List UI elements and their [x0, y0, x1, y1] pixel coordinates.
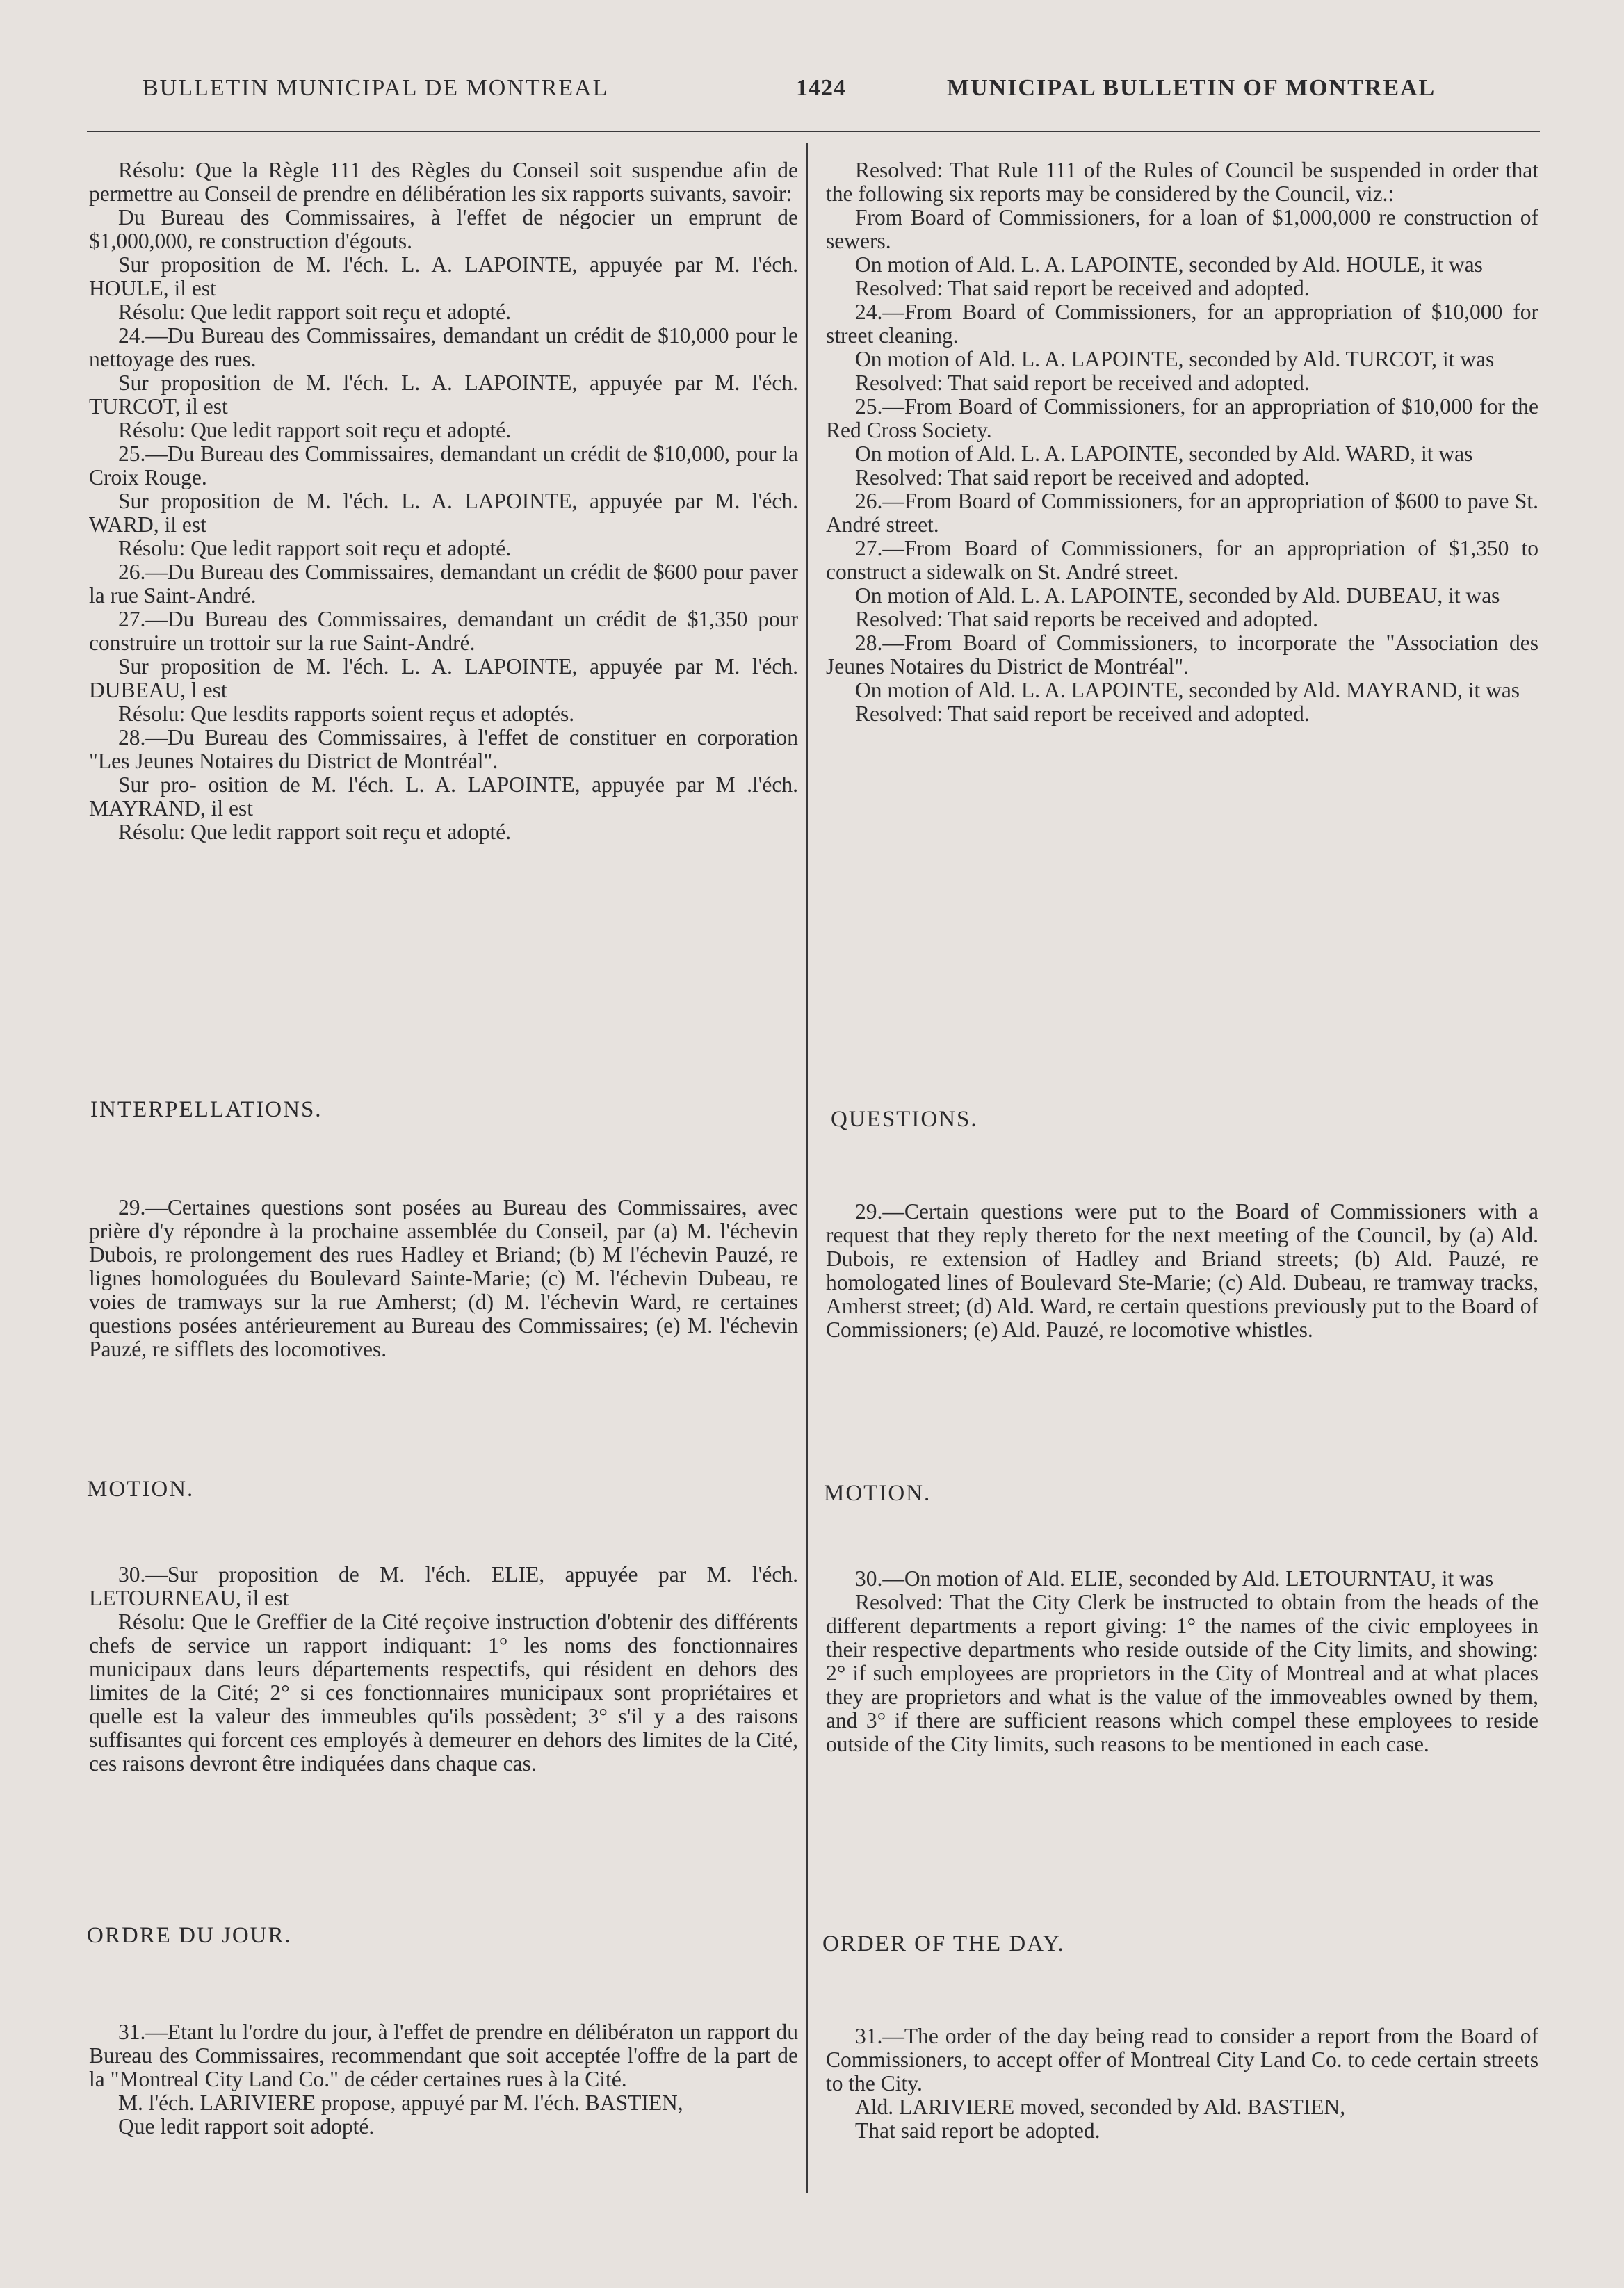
running-header-left: BULLETIN MUNICIPAL DE MONTREAL — [143, 75, 609, 101]
fr-paragraph: Sur proposition de M. l'éch. L. A. LAPOINTE, appuyée par M. l'éch. TURCOT, il est — [89, 371, 798, 419]
section-heading-interpellations: INTERPELLATIONS. — [90, 1097, 323, 1122]
fr-paragraph: Que ledit rapport soit adopté. — [118, 2114, 375, 2139]
fr-paragraph: 27.—Du Bureau des Commissaires, demandant un crédit de $1,350 pour construire un trottoir sur la rue Saint-André. — [89, 607, 798, 655]
en-paragraph: Resolved: That said report be received and adopted. — [855, 371, 1310, 395]
en-paragraph: 30.—On motion of Ald. ELIE, seconded by Ald. LETOURNTAU, it was — [855, 1566, 1494, 1591]
fr-paragraph: Sur proposition de M. l'éch. L. A. LAPOINTE, appuyée par M. l'éch. WARD, il est — [89, 489, 798, 537]
en-paragraph: Resolved: That said report be received and adopted. — [855, 465, 1310, 489]
fr-paragraph: 25.—Du Bureau des Commissaires, demandant un crédit de $10,000, pour la Croix Rouge. — [89, 441, 798, 489]
english-questions-text — [826, 1200, 1538, 1342]
running-header-right: MUNICIPAL BULLETIN OF MONTREAL — [947, 75, 1436, 101]
en-paragraph: Resolved: That Rule 111 of the Rules of Council be suspended in order that the following six reports may be considered by the Council, viz.: — [826, 158, 1538, 206]
en-paragraph: 29.—Certain questions were put to the Board of Commissioners with a request that they reply thereto for the next meeting of the Council, by (a) Ald. Dubois, re extension of Hadley and Briand streets; (b) Ald. Pauzé, re homologated lines of Boulevard Ste-Marie; (c) Ald. Dubeau, re tramway tracks, Amherst street; (d) Ald. Ward, re certain questions previously put to the Board of Commissioners; (e) Ald. Pauzé, re locomotive whistles. — [826, 1199, 1538, 1342]
en-paragraph: On motion of Ald. L. A. LAPOINTE, seconded by Ald. MAYRAND, it was — [855, 678, 1520, 702]
header-rule — [87, 131, 1540, 132]
fr-paragraph: Sur proposition de M. l'éch. L. A. LAPOINTE, appuyée par M. l'éch. DUBEAU, l est — [89, 654, 798, 702]
page-number: 1424 — [796, 75, 846, 101]
column-divider — [806, 143, 808, 2193]
fr-paragraph: Résolu: Que le Greffier de la Cité reçoive instruction d'obtenir des différents chefs de service un rapport indiquant: 1° les noms des fonctionnaires municipaux dans leurs départements respectifs, qui résident en dehors des limites de la Cité; 2° si ces fonctionnaires municipaux sont propriétaires et quelle est la valeur des immeubles qu'ils possèdent; 3° s'il y a des raisons suffisantes qui forcent ces employés à demeurer en dehors des limites de la Cité, ces raisons devront être indiquées dans chaque cas. — [89, 1609, 798, 1776]
french-column-proceedings — [89, 159, 798, 844]
en-paragraph: 25.—From Board of Commissioners, for an appropriation of $10,000 for the Red Cross Society. — [826, 394, 1538, 442]
fr-paragraph: Résolu: Que ledit rapport soit reçu et adopté. — [118, 536, 512, 560]
en-paragraph: Resolved: That said reports be received and adopted. — [855, 607, 1318, 631]
en-paragraph: 28.—From Board of Commissioners, to incorporate the "Association des Jeunes Notaires du District de Montréal". — [826, 631, 1538, 679]
en-paragraph: From Board of Commissioners, for a loan of $1,000,000 re construction of sewers. — [826, 205, 1538, 253]
section-heading-motion-fr: MOTION. — [87, 1477, 195, 1502]
fr-paragraph: Résolu: Que la Règle 111 des Règles du Conseil soit suspendue afin de permettre au Conseil de prendre en délibération les six rapports suivants, savoir: — [89, 158, 798, 206]
french-motion-text — [89, 1563, 798, 1776]
fr-paragraph: 26.—Du Bureau des Commissaires, demandant un crédit de $600 pour paver la rue Saint-André. — [89, 560, 798, 608]
english-motion-text — [826, 1567, 1538, 1756]
section-heading-questions: QUESTIONS. — [831, 1107, 978, 1132]
fr-paragraph: 28.—Du Bureau des Commissaires, à l'effet de constituer en corporation "Les Jeunes Notaires du District de Montréal". — [89, 725, 798, 773]
french-order-text — [89, 2020, 798, 2139]
fr-paragraph: Résolu: Que ledit rapport soit reçu et adopté. — [118, 820, 512, 844]
en-paragraph: That said report be adopted. — [855, 2118, 1101, 2143]
fr-paragraph: Résolu: Que ledit rapport soit reçu et adopté. — [118, 418, 512, 442]
en-paragraph: Resolved: That said report be received and adopted. — [855, 276, 1310, 300]
section-heading-ordre-du-jour: ORDRE DU JOUR. — [87, 1923, 292, 1948]
english-column-proceedings — [826, 159, 1538, 726]
fr-paragraph: 29.—Certaines questions sont posées au Bureau des Commissaires, avec prière d'y répondre à la prochaine assemblée du Conseil, par (a) M. l'échevin Dubois, re prolongement des rues Hadley et Briand; (b) M l'échevin Pauzé, re lignes homologuées du Boulevard Sainte-Marie; (c) M. l'échevin Dubeau, re voies de tramways sur la rue Amherst; (d) M. l'échevin Ward, re certaines questions posées antérieurement au Bureau des Commissaires; (e) M. l'échevin Pauzé, re sifflets des locomotives. — [89, 1195, 798, 1361]
fr-paragraph: M. l'éch. LARIVIERE propose, appuyé par M. l'éch. BASTIEN, — [118, 2091, 683, 2115]
fr-paragraph: 30.—Sur proposition de M. l'éch. ELIE, appuyée par M. l'éch. LETOURNEAU, il est — [89, 1562, 798, 1610]
en-paragraph: 31.—The order of the day being read to consider a report from the Board of Commissioners, to accept offer of Montreal City Land Co. to cede certain streets to the City. — [826, 2024, 1538, 2095]
french-questions-text — [89, 1196, 798, 1361]
en-paragraph: On motion of Ald. L. A. LAPOINTE, seconded by Ald. WARD, it was — [855, 441, 1473, 466]
en-paragraph: Resolved: That the City Clerk be instructed to obtain from the heads of the different departments a report giving: 1° the names of the civic employees in their respective departments who reside outside of the City limits, and showing: 2° if such employees are proprietors in the City of Montreal and at what places they are proprietors and what is the value of the immoveables owned by them, and 3° if there are sufficient reasons which compel these employees to reside outside of the City limits, such reasons to be mentioned in each case. — [826, 1590, 1538, 1756]
fr-paragraph: Sur pro- osition de M. l'éch. L. A. LAPOINTE, appuyée par M .l'éch. MAYRAND, il est — [89, 772, 798, 820]
en-paragraph: Ald. LARIVIERE moved, seconded by Ald. BASTIEN, — [855, 2095, 1346, 2119]
section-heading-order-of-the-day: ORDER OF THE DAY. — [822, 1931, 1065, 1956]
fr-paragraph: 24.—Du Bureau des Commissaires, demandant un crédit de $10,000 pour le nettoyage des rues. — [89, 323, 798, 371]
en-paragraph: On motion of Ald. L. A. LAPOINTE, seconded by Ald. TURCOT, it was — [855, 347, 1495, 371]
fr-paragraph: Du Bureau des Commissaires, à l'effet de négocier un emprunt de $1,000,000, re construction d'égouts. — [89, 205, 798, 253]
en-paragraph: 24.—From Board of Commissioners, for an appropriation of $10,000 for street cleaning. — [826, 300, 1538, 348]
en-paragraph: 27.—From Board of Commissioners, for an appropriation of $1,350 to construct a sidewalk on St. André street. — [826, 536, 1538, 584]
english-order-text — [826, 2025, 1538, 2143]
fr-paragraph: Sur proposition de M. l'éch. L. A. LAPOINTE, appuyée par M. l'éch. HOULE, il est — [89, 252, 798, 300]
en-paragraph: Resolved: That said report be received and adopted. — [855, 701, 1310, 726]
en-paragraph: On motion of Ald. L. A. LAPOINTE, seconded by Ald. HOULE, it was — [855, 252, 1483, 277]
en-paragraph: 26.—From Board of Commissioners, for an appropriation of $600 to pave St. André street. — [826, 489, 1538, 537]
section-heading-motion-en: MOTION. — [824, 1481, 932, 1506]
fr-paragraph: Résolu: Que lesdits rapports soient reçus et adoptés. — [118, 701, 575, 726]
en-paragraph: On motion of Ald. L. A. LAPOINTE, seconded by Ald. DUBEAU, it was — [855, 583, 1500, 608]
fr-paragraph: 31.—Etant lu l'ordre du jour, à l'effet de prendre en délibératon un rapport du Bureau des Commissaires, recommendant que soit acceptée l'offre de la part de la "Montreal City Land Co." de céder certaines rues à la Cité. — [89, 2020, 798, 2091]
fr-paragraph: Résolu: Que ledit rapport soit reçu et adopté. — [118, 300, 512, 324]
